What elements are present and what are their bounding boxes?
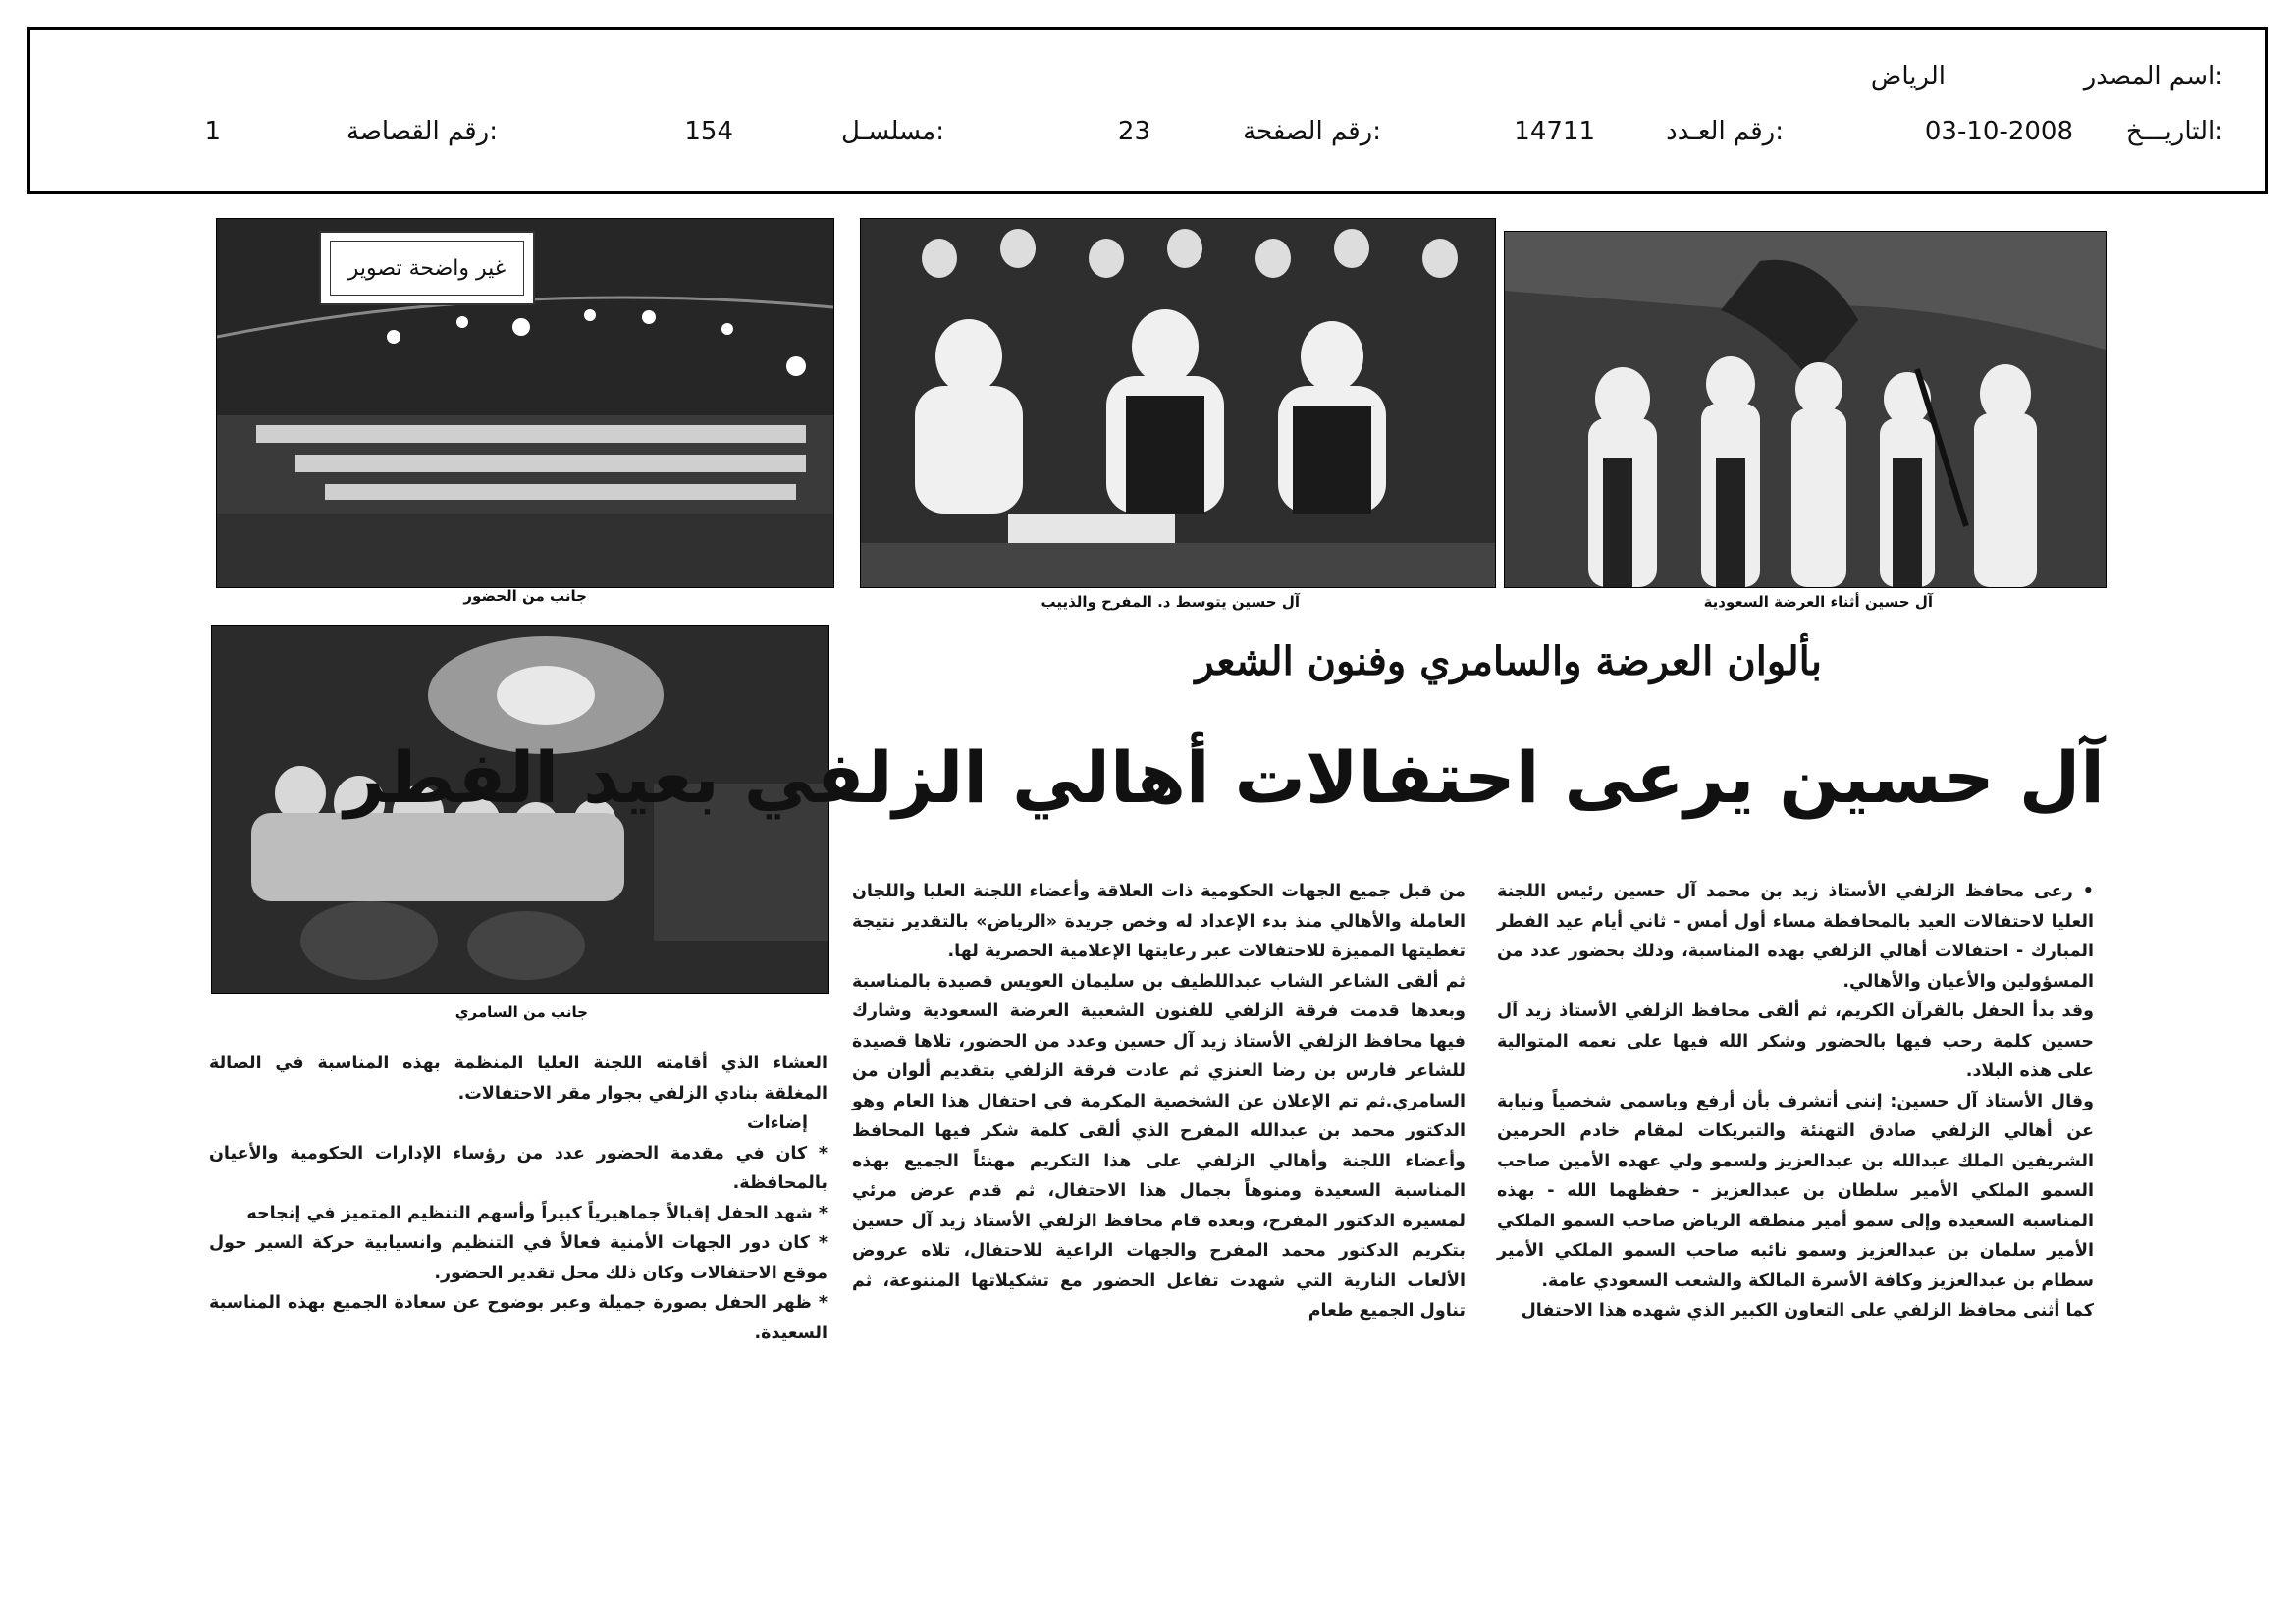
issue-label: رقم العـدد: [1666,117,1784,146]
bullet-item: * كان في مقدمة الحضور عدد من رؤساء الإدارات الحكومية والأعيان بالمحافظة. [209,1143,828,1193]
stamp-text: غير واضحة تصوير [330,241,524,296]
photo-seated-guests [860,218,1496,588]
date-label: التاريـــخ: [2125,117,2223,146]
caption-seated: آل حسين يتوسط د. المفرح والذييب [1041,593,1300,611]
subheading-highlights: إضاءات [746,1113,808,1133]
caption-audience: جانب من الحضور [463,587,587,605]
article-headline: آل حسين يرعى احتفالات أهالي الزلفي بعيد الفطر [344,736,2105,819]
page-value: 23 [1117,117,1150,146]
clipping-label: رقم القصاصة: [346,117,498,146]
unclear-photo-stamp [319,231,535,305]
bullet-item: * شهد الحفل إقبالاً جماهيرياً كبيراً وأسهم التنظيم المتميز في إنجاحه [246,1203,828,1223]
paragraph: العشاء الذي أقامته اللجنة العليا المنظمة بهذه المناسبة في الصالة المغلقة بنادي الزلفي بجوار مقر الاحتفالات. [209,1054,828,1104]
source-value: الرياض [1870,62,1946,91]
serial-value: 154 [684,117,733,146]
paragraph: كما أثنى محافظ الزلفي على التعاون الكبير الذي شهده هذا الاحتفال [1521,1301,2094,1321]
clipping-header [27,27,2268,194]
clipping-value: 1 [204,117,221,146]
date-value: 03-10-2008 [1924,117,2073,146]
photo-ardah-dance [1504,231,2107,588]
article-col-right [1497,877,2094,1326]
paragraph: وقد بدأ الحفل بالقرآن الكريم، ثم ألقى محافظ الزلفي الأستاذ زيد آل حسين كلمة رحب فيها بالحضور وشكر الله فيها على نعمه المتوالية على هذه البلاد. [1497,1001,2094,1081]
paragraph: • رعى محافظ الزلفي الأستاذ زيد بن محمد آل حسين رئيس اللجنة العليا لاحتفالات العيد بالمحافظة مساء أول أمس - ثاني أيام عيد الفطر المبارك - احتفالات أهالي الزلفي بهذه المناسبة، وذلك بحضور عدد من المسؤولين والأعيان والأهالي. [1497,882,2094,992]
caption-samri: جانب من السامري [454,1003,588,1021]
caption-ardah: آل حسين أثناء العرضة السعودية [1703,593,1933,611]
serial-label: مسلسـل: [841,117,944,146]
article-col-middle [852,877,1466,1326]
bullet-item: * ظهر الحفل بصورة جميلة وعبر بوضوح عن سعادة الجميع بهذه المناسبة السعيدة. [209,1293,828,1343]
paragraph: من قبل جميع الجهات الحكومية ذات العلاقة وأعضاء اللجنة العليا واللجان العاملة والأهالي منذ بدء الإعداد له وخص جريدة «الرياض» بالتقدير نتيجة تغطيتها المميزة للاحتفالات عبر رعايتها الإعلامية الحصرية لها. [852,882,1466,961]
paragraph: وقال الأستاذ آل حسين: إنني أتشرف بأن أرفع وباسمي شخصياً ونيابة عن أهالي الزلفي صادق التهنئة والتبريكات لمقام خادم الحرمين الشريفين الملك عبدالله بن عبدالعزيز ولسمو ولي عهده الأمين صاحب السمو الملكي الأمير سلطان بن عبدالعزيز - حفظهما الله - بهذه المناسبة السعيدة وإلى سمو أمير منطقة الرياض صاحب السمو الملكي الأمير سلمان بن عبدالعزيز وسمو نائبه صاحب السمو الملكي الأمير سطام بن عبدالعزيز وكافة الأسرة المالكة والشعب السعودي عامة. [1497,1091,2094,1291]
article-col-left [209,1049,828,1348]
article-kicker: بألوان العرضة والسامري وفنون الشعر [1195,638,1822,684]
bullet-item: * كان دور الجهات الأمنية فعالاً في التنظيم وانسيابية حركة السير حول موقع الاحتفالات وكان ذلك محل تقدير الحضور. [209,1233,828,1283]
source-label: اسم المصدر: [2083,62,2223,91]
issue-value: 14711 [1514,117,1595,146]
page-label: رقم الصفحة: [1243,117,1381,146]
paragraph: ثم ألقى الشاعر الشاب عبداللطيف بن سليمان العويس قصيدة بالمناسبة وبعدها قدمت فرقة الزلفي للفنون الشعبية العرضة السعودية وشارك فيها محافظ الزلفي الأستاذ زيد آل حسين وعدد من الحضور، تلاها قصيدة للشاعر فارس بن رضا العنزي ثم عادت فرقة الزلفي بتقديم ألوان من السامري.ثم تم الإعلان عن الشخصية المكرمة في احتفال هذا العام وهو الدكتور محمد بن عبدالله المفرح الذي ألقى كلمة شكر فيها المحافظ وأعضاء اللجنة وأهالي الزلفي على هذا التكريم مهنئاً الجميع بهذه المناسبة السعيدة ومنوهاً بجمال هذا الاحتفال، ثم قدم عرض مرئي لمسيرة الدكتور المفرح، وبعده قام محافظ الزلفي الأستاذ زيد آل حسين بتكريم الدكتور محمد المفرح والجهات الراعية للاحتفال، تلاه عروض الألعاب النارية التي شهدت تفاعل الحضور مع تشكيلاتها المتنوعة، ثم تناول الجميع طعام [852,971,1466,1321]
